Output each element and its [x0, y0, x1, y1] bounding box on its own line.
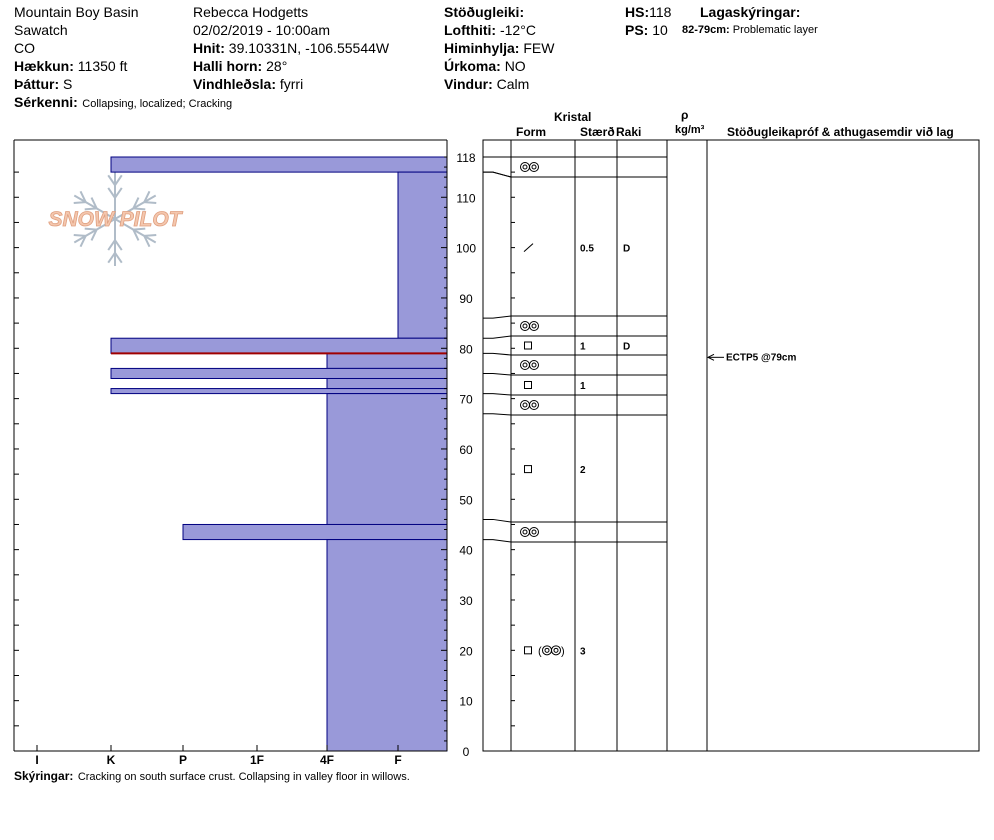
snowflake-branch — [74, 202, 86, 203]
grain-size-value: 1 — [580, 381, 586, 392]
features-value: Collapsing, localized; Cracking — [82, 98, 233, 110]
melt-form-circle — [521, 163, 530, 172]
snowflake-branch — [115, 240, 122, 250]
air-temp-label: Lofthiti: — [444, 22, 497, 38]
snowflake-branch — [115, 253, 122, 263]
hardness-tick-label: I — [35, 753, 39, 767]
grain-form-icon — [521, 528, 539, 537]
hs-label: HS: — [625, 4, 650, 20]
hs-value: 118 — [649, 4, 672, 20]
boundary-connector — [483, 336, 511, 338]
crystal-header: Kristal — [554, 110, 592, 124]
grain-form-icon — [521, 361, 539, 370]
hardness-layer-bar — [111, 157, 447, 172]
hardness-layer-bar — [327, 394, 447, 525]
boundary-connector — [483, 316, 511, 318]
snowflake-branch — [115, 175, 122, 185]
height-tick-label: 118 — [456, 151, 476, 165]
location: Mountain Boy Basin — [14, 4, 139, 20]
moisture-value: D — [623, 341, 631, 353]
boundary-connector — [483, 519, 511, 522]
height-tick-label: 70 — [459, 392, 473, 407]
hardness-tick-label: K — [106, 753, 116, 767]
height-tick-label: 20 — [459, 644, 473, 659]
layer-notes-label: Lagaskýringar: — [700, 4, 801, 20]
height-tick-label: 40 — [459, 543, 473, 558]
hardness-tick-label: P — [178, 753, 188, 767]
stability-tests — [708, 352, 796, 363]
hardness-layer-bar — [327, 378, 447, 388]
slope-label: Halli horn: — [193, 58, 263, 74]
comments-label: Skýringar: — [14, 769, 74, 783]
snowflake-branch — [144, 202, 156, 203]
wind-label: Vindur: — [444, 76, 493, 92]
height-tick-label: 0 — [462, 745, 470, 759]
decomposing-slash — [524, 244, 533, 252]
grain-size-value: 3 — [580, 646, 586, 658]
sky-value: FEW — [523, 40, 555, 56]
precip-label: Úrkoma: — [444, 58, 501, 74]
melt-form-circle — [543, 646, 552, 655]
comments-text: Cracking on south surface crust. Collapsing in valley floor in willows. — [77, 771, 410, 783]
stability-label: Stöðugleiki: — [444, 4, 525, 20]
facet-square — [525, 342, 532, 349]
height-tick-label: 90 — [459, 291, 473, 306]
melt-form-inner — [523, 530, 527, 534]
wind-loading-label: Vindhleðsla: — [193, 76, 276, 92]
wind-loading-value: fyrri — [279, 76, 304, 92]
snowpilot-logo — [49, 172, 184, 266]
melt-form-inner — [554, 648, 558, 652]
logo-text: SNOW PILOT — [48, 208, 182, 231]
snowflake-branch — [108, 253, 115, 263]
melt-form-circle — [530, 163, 539, 172]
grain-form-icon — [521, 163, 539, 172]
melt-form-inner — [532, 165, 536, 169]
melt-form-circle — [530, 401, 539, 410]
mountain-range: Sawatch — [14, 22, 68, 38]
height-tick-label: 80 — [459, 342, 473, 357]
density-unit: kg/m³ — [675, 124, 705, 136]
hardness-layer-bar — [327, 353, 447, 368]
grain-size-value: 1 — [580, 341, 586, 353]
boundary-connector — [483, 540, 511, 542]
ps-value: 10 — [652, 22, 668, 38]
snowflake-branch — [115, 188, 122, 198]
boundary-connector — [483, 353, 511, 355]
height-tick-label: 50 — [459, 493, 473, 508]
melt-form-circle — [521, 361, 530, 370]
hardness-tick-label: 4F — [319, 753, 335, 767]
melt-form-inner — [523, 165, 527, 169]
facet-square — [525, 382, 532, 389]
elevation-label: Hækkun: — [14, 58, 74, 74]
elevation-value: 11350 ft — [77, 58, 128, 74]
melt-form-inner — [545, 648, 549, 652]
grain-form-icon — [521, 322, 539, 331]
state: CO — [14, 40, 35, 56]
melt-form-inner — [523, 363, 527, 367]
melt-form-circle — [521, 401, 530, 410]
boundary-connector — [483, 394, 511, 395]
hardness-layer-bar — [111, 338, 447, 353]
grain-size-value: 0.5 — [580, 243, 594, 255]
paren-close: ) — [561, 645, 565, 658]
melt-form-inner — [532, 530, 536, 534]
precip-value: NO — [504, 58, 526, 74]
hardness-layer-bar — [111, 389, 447, 394]
size-header: Stærð — [580, 125, 615, 139]
facet-square — [525, 466, 532, 473]
features-label: Sérkenni: — [14, 94, 78, 110]
paren-open: ( — [538, 645, 542, 658]
hardness-tick-label: F — [394, 753, 402, 767]
observer: Rebecca Hodgetts — [193, 4, 309, 20]
grain-form-icon — [525, 645, 565, 657]
hardness-tick-label: 1F — [249, 753, 265, 767]
coords-value: 39.10331N, -106.55544W — [228, 40, 390, 56]
height-tick-label: 100 — [455, 241, 477, 256]
melt-form-circle — [521, 322, 530, 331]
table-frame — [483, 140, 979, 751]
melt-form-circle — [521, 528, 530, 537]
height-tick-label: 30 — [459, 593, 473, 608]
layer-note-range: 82-79cm: — [682, 24, 730, 36]
aspect-label: Þáttur: — [14, 76, 60, 92]
coords-label: Hnit: — [193, 40, 225, 56]
boundary-connector — [483, 373, 511, 375]
melt-form-inner — [523, 324, 527, 328]
grain-form-icon — [525, 382, 532, 389]
moisture-header: Raki — [616, 125, 642, 139]
height-tick-label: 60 — [459, 442, 473, 457]
melt-form-circle — [530, 361, 539, 370]
ps-label: PS: — [625, 22, 649, 38]
melt-form-circle — [530, 322, 539, 331]
height-tick-label: 10 — [459, 694, 473, 709]
moisture-value: D — [623, 243, 631, 255]
grain-form-icon — [521, 401, 539, 410]
melt-form-circle — [552, 646, 561, 655]
density-symbol: ρ — [681, 108, 689, 122]
grain-form-icon — [525, 342, 532, 349]
snowflake-branch — [108, 240, 115, 250]
melt-form-inner — [532, 363, 536, 367]
hardness-layer-bar — [183, 524, 447, 539]
boundary-connector — [483, 414, 511, 415]
slope-value: 28° — [266, 58, 288, 74]
sky-label: Himinhylja: — [444, 40, 520, 56]
snowflake-branch — [74, 235, 86, 236]
snowflake-branch — [108, 188, 115, 198]
snowflake-branch — [108, 175, 115, 185]
test-label: ECTP5 @79cm — [726, 352, 797, 364]
facet-square — [525, 647, 532, 654]
air-temp-value: -12°C — [499, 22, 536, 38]
crystal-table — [483, 140, 979, 751]
wind-value: Calm — [496, 76, 530, 92]
tests-header: Stöðugleikapróf & athugasemdir við lag — [727, 125, 954, 139]
hardness-layer-bar — [111, 368, 447, 378]
grain-form-icon — [524, 244, 533, 252]
form-header: Form — [516, 125, 546, 139]
grain-form-icon — [525, 466, 532, 473]
melt-form-inner — [532, 324, 536, 328]
height-tick-label: 110 — [456, 191, 476, 206]
aspect-value: S — [63, 76, 73, 92]
grain-size-value: 2 — [580, 465, 586, 477]
snowflake-branch — [144, 235, 156, 236]
datetime: 02/02/2019 - 10:00am — [193, 22, 330, 38]
boundary-connector — [483, 172, 511, 177]
melt-form-inner — [523, 403, 527, 407]
hardness-layer-bar — [327, 540, 447, 751]
hardness-layer-bar — [398, 172, 447, 338]
melt-form-circle — [530, 528, 539, 537]
hardness-layers — [111, 157, 447, 751]
layer-note-text: Problematic layer — [732, 24, 818, 36]
melt-form-inner — [532, 403, 536, 407]
